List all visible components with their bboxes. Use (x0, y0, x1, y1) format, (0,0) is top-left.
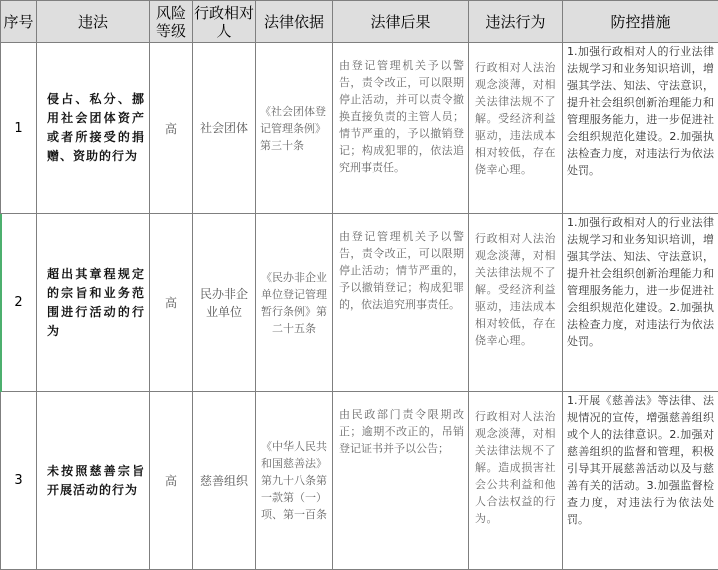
header-no: 序号 (1, 1, 37, 43)
header-basis: 法律依据 (256, 1, 333, 43)
risk-level-cell: 高 (150, 214, 193, 392)
header-behavior: 违法行为 (469, 1, 563, 43)
header-measures: 防控措施 (563, 1, 718, 43)
target-cell: 民办非企业单位 (193, 214, 256, 392)
table-header-row (1, 1, 718, 43)
header-risk: 风险等级 (150, 1, 193, 43)
violation-cell: 侵占、私分、挪用社会团体资产或者所接受的捐赠、资助的行为 (37, 43, 150, 214)
risk-level-cell: 高 (150, 43, 193, 214)
behavior-cell: 行政相对人法治观念淡薄，对相关法律法规不了解。受经济利益驱动，违法成本相对较低，存在侥幸心理。 (469, 43, 563, 214)
legal-basis-cell: 《中华人民共和国慈善法》第九十八条第一款第（一）项、第一百条 (256, 392, 333, 570)
violation-cell: 超出其章程规定的宗旨和业务范围进行活动的行为 (37, 214, 150, 392)
target-cell: 慈善组织 (193, 392, 256, 570)
legal-consequence-cell: 由登记管理机关予以警告，责令改正，可以限期停止活动；情节严重的，予以撤销登记；构成犯罪的，依法追究刑事责任。 (333, 214, 469, 392)
legal-basis-cell: 《民办非企业单位登记管理暂行条例》第二十五条 (256, 214, 333, 392)
row-number: 3 (1, 392, 37, 570)
table-row (1, 214, 718, 392)
row-highlight-marker (0, 214, 2, 392)
measures-cell: 1.加强行政相对人的行业法律法规学习和业务知识培训，增强其学法、知法、守法意识，提升社会组织创新治理能力和管理服务能力，进一步促进社会组织规范化建设。2.加强执法检查力度，对违法行为依法处罚。 (563, 43, 718, 214)
risk-level-cell: 高 (150, 392, 193, 570)
header-target: 行政相对人 (193, 1, 256, 43)
row-number: 1 (1, 43, 37, 214)
behavior-cell: 行政相对人法治观念淡薄，对相关法律法规不了解。造成损害社会公共利益和他人合法权益的行为。 (469, 392, 563, 570)
header-consequence: 法律后果 (333, 1, 469, 43)
legal-basis-cell: 《社会团体登记管理条例》第三十条 (256, 43, 333, 214)
behavior-cell: 行政相对人法治观念淡薄，对相关法律法规不了解。受经济利益驱动，违法成本相对较低，存在侥幸心理。 (469, 214, 563, 392)
violation-cell: 未按照慈善宗旨开展活动的行为 (37, 392, 150, 570)
legal-consequence-cell: 由登记管理机关予以警告，责令改正，可以限期停止活动，并可以责令撤换直接负责的主管人员；情节严重的，予以撤销登记；构成犯罪的，依法追究刑事责任。 (333, 43, 469, 214)
table-row (1, 392, 718, 570)
row-number: 2 (1, 214, 37, 392)
measures-cell: 1.开展《慈善法》等法律、法规情况的宣传，增强慈善组织或个人的法律意识。2.加强对慈善组织的监督和管理，积极引导其开展慈善活动以及与慈善有关的活动。3.加强监督检查力度，对违法行为依法处罚。 (563, 392, 718, 570)
legal-consequence-cell: 由民政部门责令限期改正；逾期不改正的，吊销登记证书并予以公告； (333, 392, 469, 570)
target-cell: 社会团体 (193, 43, 256, 214)
table-row (1, 43, 718, 214)
header-violation: 违法 (37, 1, 150, 43)
measures-cell: 1.加强行政相对人的行业法律法规学习和业务知识培训，增强其学法、知法、守法意识，提升社会组织创新治理能力和管理服务能力，进一步促进社会组织规范化建设。2.加强执法检查力度，对违法行为依法处罚。 (563, 214, 718, 392)
